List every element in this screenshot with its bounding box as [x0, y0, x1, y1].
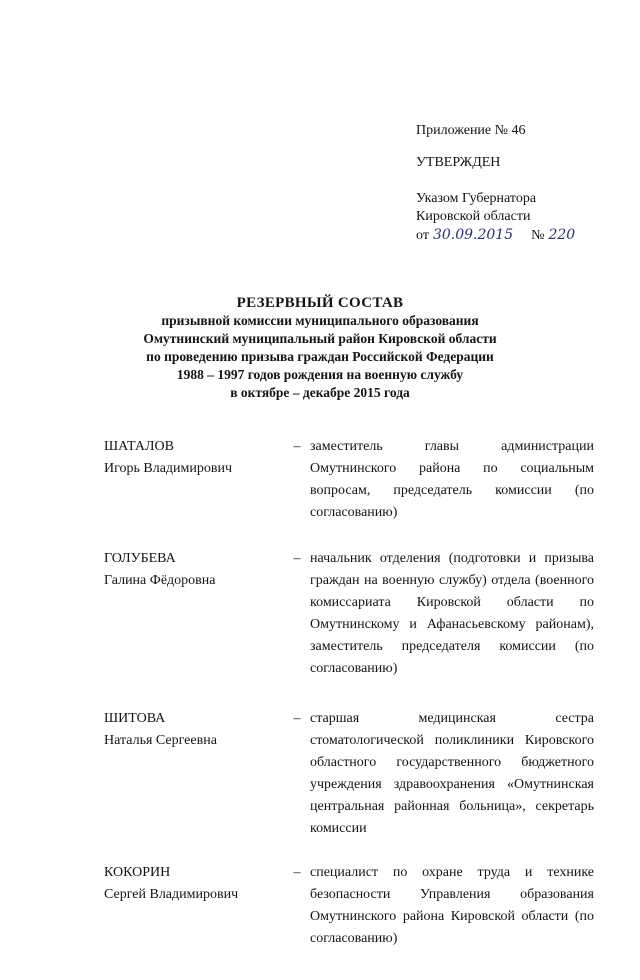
approval-header [416, 122, 575, 245]
appendix-number: Приложение № 46 [416, 123, 526, 138]
dash: – [293, 865, 301, 880]
decree-label: Указом Губернатора [416, 191, 537, 206]
member-name [104, 436, 284, 524]
member-role: специалист по охране труда и технике безопасности Управления образования Омутнинского района Кировской области (по согласованию) [310, 865, 594, 946]
member-surname: ШАТАЛОВ [104, 439, 174, 454]
decree-date-line [416, 226, 575, 245]
member-given-name: Наталья Сергеевна [104, 733, 217, 748]
title-line: в октябре – декабре 2015 года [230, 385, 410, 400]
approved-label: УТВЕРЖДЕН [416, 155, 501, 170]
member-role: начальник отделения (подготовки и призыва граждан на военную службу) отдела (военного комиссариата Кировской области по Омутнинскому и Афанасьевскому районам), заместитель председателя комиссии (по согласованию) [310, 551, 594, 676]
member-entry [104, 862, 594, 950]
number-label: № [531, 228, 545, 243]
title-line: Омутнинский муниципальный район Кировской области [143, 331, 497, 346]
dash: – [293, 711, 301, 726]
member-surname: ГОЛУБЕВА [104, 551, 176, 566]
region-label: Кировской области [416, 209, 531, 224]
handwritten-number: 220 [548, 227, 576, 243]
title-line: призывной комиссии муниципального образования [161, 313, 479, 328]
document-title [80, 294, 560, 402]
handwritten-date: 30.09.2015 [432, 227, 514, 243]
member-role: заместитель главы администрации Омутнинского района по социальным вопросам, председатель комиссии (по согласованию) [310, 439, 594, 520]
member-given-name: Сергей Владимирович [104, 887, 239, 902]
member-entry [104, 548, 594, 680]
member-name [104, 862, 284, 950]
dash: – [293, 551, 301, 566]
title-line: 1988 – 1997 годов рождения на военную службу [176, 367, 464, 382]
member-role: старшая медицинская сестра стоматологической поликлиники Кировского областного государственного бюджетного учреждения здравоохранения «Омутнинская центральная районная больница», секретарь комиссии [310, 711, 594, 836]
member-entry [104, 708, 594, 840]
dash: – [293, 439, 301, 454]
member-name [104, 548, 284, 680]
members-list [104, 436, 594, 980]
title-main: РЕЗЕРВНЫЙ СОСТАВ [236, 295, 404, 311]
date-prefix: от [416, 228, 429, 243]
member-entry [104, 436, 594, 524]
member-given-name: Галина Фёдоровна [104, 573, 216, 588]
member-surname: КОКОРИН [104, 865, 171, 880]
member-surname: ШИТОВА [104, 711, 166, 726]
member-given-name: Игорь Владимирович [104, 461, 233, 476]
title-line: по проведению призыва граждан Российской Федерации [146, 349, 494, 364]
member-name [104, 708, 284, 840]
